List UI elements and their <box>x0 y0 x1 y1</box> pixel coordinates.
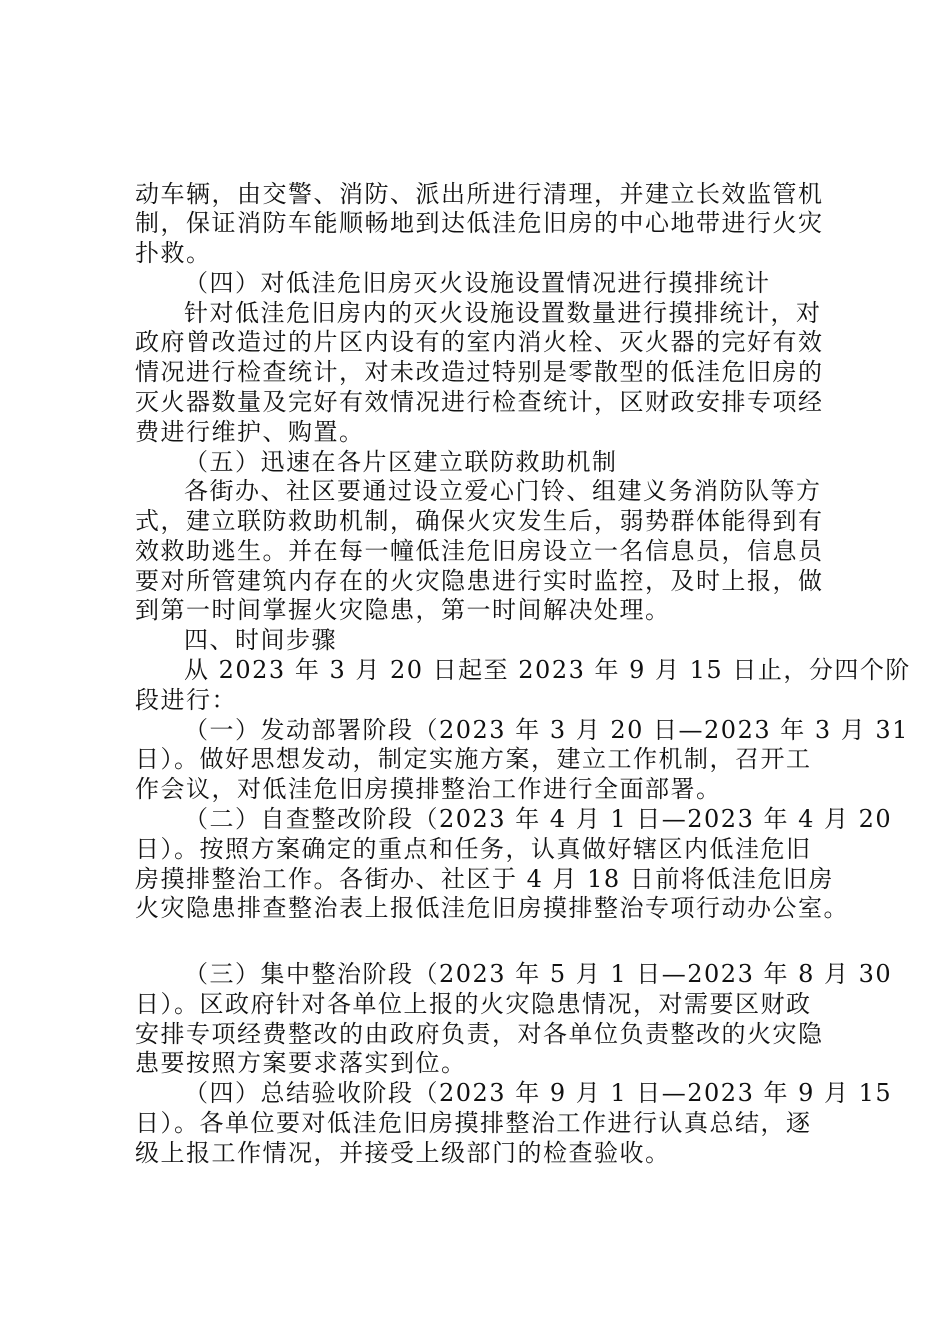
text-line: 要对所管建筑内存在的火灾隐患进行实时监控，及时上报，做 <box>135 567 824 595</box>
text-line: 效救助逃生。并在每一幢低洼危旧房设立一名信息员，信息员 <box>135 537 824 565</box>
text-line: 日）。按照方案确定的重点和任务，认真做好辖区内低洼危旧 <box>135 835 812 863</box>
text-line: 到第一时间掌握火灾隐患，第一时间解决处理。 <box>135 596 671 624</box>
text-line: 费进行维护、购置。 <box>135 418 365 446</box>
text-line: 各街办、社区要通过设立爱心门铃、组建义务消防队等方 <box>184 477 822 505</box>
text-line: 扑救。 <box>135 239 212 267</box>
text-line: 日）。区政府针对各单位上报的火灾隐患情况，对需要区财政 <box>135 990 812 1018</box>
text-line: （四）总结验收阶段（2023 年 9 月 1 日—2023 年 9 月 15 <box>184 1079 893 1107</box>
text-line: 政府曾改造过的片区内设有的室内消火栓、灭火器的完好有效 <box>135 328 824 356</box>
text-line: 作会议，对低洼危旧房摸排整治工作进行全面部署。 <box>135 775 722 803</box>
text-line: 从 2023 年 3 月 20 日起至 2023 年 9 月 15 日止，分四个阶 <box>184 656 911 684</box>
text-line: 情况进行检查统计，对未改造过特别是零散型的低洼危旧房的 <box>135 358 824 386</box>
text-line: 级上报工作情况，并接受上级部门的检查验收。 <box>135 1139 671 1167</box>
text-line: （一）发动部署阶段（2023 年 3 月 20 日—2023 年 3 月 31 <box>184 716 909 744</box>
text-line: 火灾隐患排查整治表上报低洼危旧房摸排整治专项行动办公室。 <box>135 894 849 922</box>
text-line: 日）。各单位要对低洼危旧房摸排整治工作进行认真总结，逐 <box>135 1109 812 1137</box>
text-line: 动车辆，由交警、消防、派出所进行清理，并建立长效监管机 <box>135 180 824 208</box>
text-line: 针对低洼危旧房内的灭火设施设置数量进行摸排统计，对 <box>184 299 822 327</box>
section-heading: （五）迅速在各片区建立联防救助机制 <box>184 448 618 476</box>
text-line: （三）集中整治阶段（2023 年 5 月 1 日—2023 年 8 月 30 <box>184 960 893 988</box>
text-line: 房摸排整治工作。各街办、社区于 4 月 18 日前将低洼危旧房 <box>135 865 834 893</box>
text-line: 段进行： <box>135 686 237 714</box>
text-line: （二）自查整改阶段（2023 年 4 月 1 日—2023 年 4 月 20 <box>184 805 893 833</box>
section-heading: （四）对低洼危旧房灭火设施设置情况进行摸排统计 <box>184 269 771 297</box>
text-line: 制，保证消防车能顺畅地到达低洼危旧房的中心地带进行火灾 <box>135 209 824 237</box>
text-line: 灭火器数量及完好有效情况进行检查统计，区财政安排专项经 <box>135 388 824 416</box>
section-heading: 四、时间步骤 <box>184 626 337 654</box>
text-line: 日）。做好思想发动，制定实施方案，建立工作机制，召开工 <box>135 745 812 773</box>
text-line: 患要按照方案要求落实到位。 <box>135 1049 467 1077</box>
text-line: 安排专项经费整改的由政府负责，对各单位负责整改的火灾隐 <box>135 1020 824 1048</box>
text-line: 式，建立联防救助机制，确保火灾发生后，弱势群体能得到有 <box>135 507 824 535</box>
